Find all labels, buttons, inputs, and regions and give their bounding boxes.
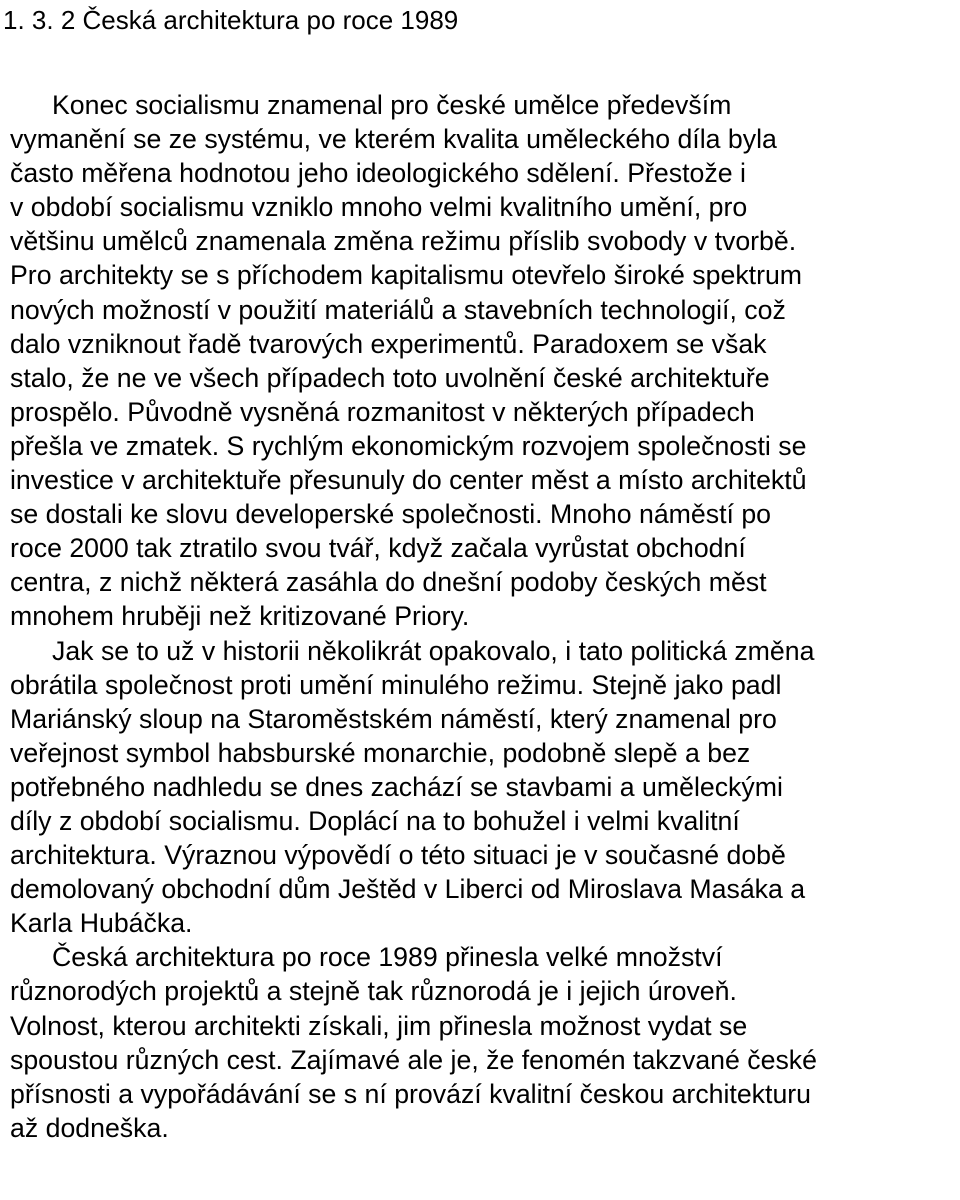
text-line: se dostali ke slovu developerské společnosti. Mnoho náměstí po	[10, 499, 772, 530]
text-line: spoustou různých cest. Zajímavé ale je, že fenomén takzvané české	[10, 1044, 817, 1075]
text-line: obrátila společnost proti umění minulého režimu. Stejně jako padl	[10, 669, 782, 700]
text-line: demolovaný obchodní dům Ještěd v Liberci od Miroslava Masáka a	[10, 874, 806, 905]
paragraph-3	[10, 940, 955, 1145]
text-line: v období socialismu vzniklo mnoho velmi kvalitního umění, pro	[10, 192, 748, 223]
text-line: přísnosti a vypořádávání se s ní provází kvalitní českou architekturu	[10, 1078, 812, 1109]
section-heading: 1. 3. 2 Česká architektura po roce 1989	[3, 5, 459, 35]
text-line: často měřena hodnotou jeho ideologického sdělení. Přestože i	[10, 158, 746, 189]
text-line: roce 2000 tak ztratilo svou tvář, když začala vyrůstat obchodní	[10, 533, 746, 564]
text-line: Mariánský sloup na Staroměstském náměstí, který znamenal pro	[10, 703, 777, 734]
text-line: Konec socialismu znamenal pro české umělce především	[52, 90, 732, 120]
text-line: díly z období socialismu. Doplácí na to bohužel i velmi kvalitní	[10, 805, 740, 836]
text-line: Karla Hubáčka.	[10, 908, 193, 939]
text-line: přešla ve zmatek. S rychlým ekonomickým rozvojem společnosti se	[10, 430, 807, 461]
text-line: prospělo. Původně vysněná rozmanitost v některých případech	[10, 396, 755, 427]
text-line: většinu umělců znamenala změna režimu příslib svobody v tvorbě.	[10, 226, 797, 257]
text-line: architektura. Výraznou výpovědí o této situaci je v současné době	[10, 840, 786, 871]
text-line: centra, z nichž některá zasáhla do dnešní podoby českých měst	[10, 567, 767, 598]
text-line: investice v architektuře přesunuly do center měst a místo architektů	[10, 465, 807, 496]
text-line: různorodých projektů a stejně tak různorodá je i jejich úroveň.	[10, 976, 737, 1007]
text-line: potřebného nadhledu se dnes zachází se stavbami a uměleckými	[10, 771, 783, 802]
text-line: stalo, že ne ve všech případech toto uvolnění české architektuře	[10, 362, 770, 393]
text-line: Pro architekty se s příchodem kapitalismu otevřelo široké spektrum	[10, 260, 803, 291]
paragraph-1	[10, 88, 955, 634]
body-text	[10, 88, 955, 1145]
text-line: Česká architektura po roce 1989 přinesla velké množství	[52, 942, 723, 973]
text-line: Volnost, kterou architekti získali, jim přinesla možnost vydat se	[10, 1010, 748, 1041]
text-line: vymanění se ze systému, ve kterém kvalita uměleckého díla byla	[10, 124, 777, 155]
text-line: mnohem hruběji než kritizované Priory.	[10, 601, 470, 632]
text-line: dalo vzniknout řadě tvarových experimentů. Paradoxem se však	[10, 328, 767, 359]
text-line: nových možností v použití materiálů a stavebních technologií, což	[10, 294, 786, 325]
paragraph-2	[10, 634, 955, 941]
text-line: Jak se to už v historii několikrát opakovalo, i tato politická změna	[52, 635, 815, 666]
text-line: veřejnost symbol habsburské monarchie, podobně slepě a bez	[10, 737, 751, 768]
text-line: až dodneška.	[10, 1112, 169, 1143]
